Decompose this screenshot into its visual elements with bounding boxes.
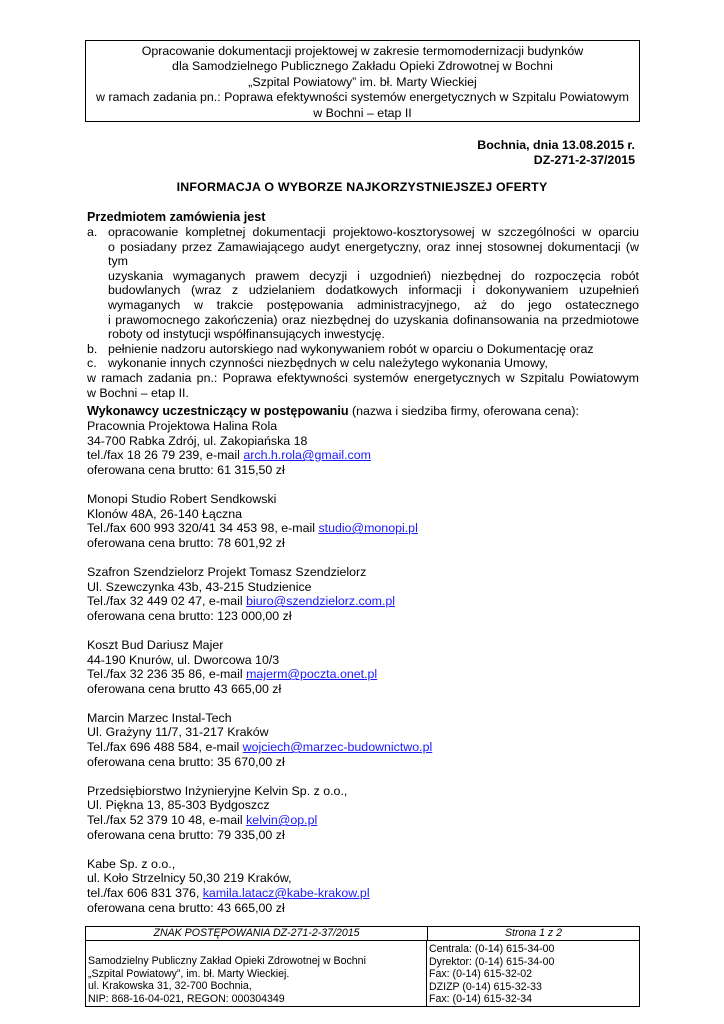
contractor-address: Ul. Szewczynka 43b, 43-215 Studzienice — [87, 579, 312, 594]
email-link[interactable]: wojciech@marzec-budownictwo.pl — [242, 740, 433, 755]
contractor-entry — [87, 419, 647, 477]
header-line: dla Samodzielnego Publicznego Zakładu Opieki Zdrowotnej w Bochni — [172, 59, 553, 74]
contractor-name: Marcin Marzec Instal-Tech — [87, 710, 232, 725]
order-subject-section — [87, 210, 639, 400]
footer-top-row — [86, 927, 639, 941]
address-line: ul. Krakowska 31, 32-700 Bochnia, — [88, 980, 252, 993]
contractor-address: 34-700 Rabka Zdrój, ul. Zakopiańska 18 — [87, 433, 308, 448]
page-footer — [85, 926, 640, 1007]
contractors-heading-rest: (nazwa i siedziba firmy, oferowana cena): — [348, 404, 579, 418]
contact-line: Centrala: (0-14) 615-34-00 — [429, 943, 555, 955]
contractors-heading — [87, 404, 647, 419]
contractors-heading-bold: Wykonawcy uczestniczący w postępowaniu — [87, 404, 349, 418]
list-marker: a. — [87, 225, 98, 239]
date-line: Bochnia, dnia 13.08.2015 r. — [477, 138, 635, 152]
subject-heading: Przedmiotem zamówienia jest — [87, 210, 266, 224]
contractor-price: oferowana cena brutto: 35 670,00 zł — [87, 754, 285, 769]
contractor-entry — [87, 492, 647, 550]
list-item — [87, 342, 639, 357]
contractor-entry — [87, 565, 647, 623]
list-item-text — [108, 225, 639, 342]
list-item — [87, 356, 639, 371]
contact-line: Dyrektor: (0-14) 615-34-00 — [429, 955, 555, 968]
email-link[interactable]: biuro@szendzielorz.com.pl — [246, 594, 396, 609]
footer-bottom-row — [86, 941, 639, 1006]
contractor-contact — [87, 813, 647, 828]
text-line: roboty od instytucji współfinansujących inwestycję. — [108, 327, 385, 342]
contractor-address: Ul. Grażyny 11/7, 31-217 Kraków — [87, 725, 269, 740]
contractor-contact — [87, 594, 647, 609]
email-link[interactable]: studio@monopi.pl — [318, 521, 418, 536]
contact-line: DZIZP (0-14) 615-32-33 — [429, 980, 542, 993]
contractor-price: oferowana cena brutto 43 665,00 zł — [87, 681, 282, 696]
list-item-text: wykonanie innych czynności niezbędnych w celu należytego wykonania Umowy, — [108, 356, 548, 371]
date-reference-block — [477, 138, 635, 168]
address-line: NIP: 868-16-04-021, REGON: 000304349 — [88, 992, 285, 1005]
page-number: Strona 1 z 2 — [504, 927, 563, 939]
contractor-price: oferowana cena brutto: 61 315,50 zł — [87, 462, 285, 477]
contractor-entry — [87, 784, 647, 842]
text-line: uzyskania wymaganych prawem decyzji i uzgodnień) niezbędnej do rozpoczęcia robót — [108, 268, 639, 283]
contractor-name: Monopi Studio Robert Sendkowski — [87, 491, 277, 506]
list-marker: b. — [87, 341, 98, 356]
contractor-name: Koszt Bud Dariusz Majer — [87, 637, 224, 652]
reference-number: DZ-271-2-37/2015 — [533, 153, 635, 167]
procedure-sign: ZNAK POSTĘPOWANIA DZ-271-2-37/2015 — [86, 927, 428, 940]
text-line: i prawomocnego zakończenia) oraz niezbędnej do uzyskania dofinansowania na przedmiotowe — [108, 312, 639, 327]
contractor-address: Klonów 48A, 26-140 Łączna — [87, 506, 242, 521]
contact-prefix: tel./fax 18 26 79 239, e-mail — [87, 448, 244, 463]
contractor-price: oferowana cena brutto: 123 000,00 zł — [87, 608, 292, 623]
contractor-address: Ul. Piękna 13, 85-303 Bydgoszcz — [87, 798, 270, 813]
list-item-text: pełnienie nadzoru autorskiego nad wykonywaniem robót w oparciu o Dokumentację oraz — [108, 341, 594, 356]
contractor-entry — [87, 857, 647, 915]
header-line: „Szpital Powiatowy” im. bł. Marty Wieckiej — [248, 74, 477, 89]
header-line: w ramach zadania pn.: Poprawa efektywności systemów energetycznych w Szpitalu Powiatowym — [95, 90, 630, 105]
contact-line: Fax: (0-14) 615-32-34 — [429, 993, 533, 1006]
header-line: Opracowanie dokumentacji projektowej w zakresie termomodernizacji budynków — [141, 44, 584, 58]
email-link[interactable]: kelvin@op.pl — [246, 813, 318, 828]
contractor-address: 44-190 Knurów, ul. Dworcowa 10/3 — [87, 652, 280, 667]
contractor-name: Kabe Sp. z o.o., — [87, 856, 176, 871]
contractor-price: oferowana cena brutto: 79 335,00 zł — [87, 827, 285, 842]
contractor-name: Szafron Szendzielorz Projekt Tomasz Szendzielorz — [87, 564, 367, 579]
contractors-section — [87, 404, 647, 930]
contractor-name: Przedsiębiorstwo Inżynieryjne Kelvin Sp. z o.o., — [87, 783, 348, 798]
contact-prefix: Tel./fax 32 236 35 86, e-mail — [87, 667, 247, 682]
contractor-entry — [87, 638, 647, 696]
email-link[interactable]: arch.h.rola@gmail.com — [243, 448, 371, 463]
contact-prefix: Tel./fax 32 449 02 47, e-mail — [87, 594, 247, 609]
contractor-contact — [87, 667, 647, 682]
address-line: Samodzielny Publiczny Zakład Opieki Zdrowotnej w Bochni — [88, 955, 366, 967]
list-item — [87, 225, 639, 342]
address-line: „Szpital Powiatowy”, im. bł. Marty Wieckiej. — [88, 967, 290, 980]
text-line: wymaganych w trakcie postępowania administracyjnego, aż do jego ostatecznego — [108, 297, 639, 312]
contact-prefix: Tel./fax 696 488 584, e-mail — [87, 740, 243, 755]
contractor-contact — [87, 886, 647, 901]
text-line: opracowanie kompletnej dokumentacji projektowo-kosztorysowej w szczególności w oparciu — [108, 225, 639, 239]
footer-address — [86, 941, 427, 1006]
contractor-contact — [87, 448, 647, 463]
contact-prefix: Tel./fax 600 993 320/41 34 453 98, e-mail — [87, 521, 319, 536]
contact-prefix: Tel./fax 52 379 10 48, e-mail — [87, 813, 247, 828]
contractor-address: ul. Koło Strzelnicy 50,30 219 Kraków, — [87, 871, 292, 886]
list-marker: c. — [87, 356, 97, 371]
email-link[interactable]: kamila.latacz@kabe-krakow.pl — [202, 886, 370, 900]
contact-line: Fax: (0-14) 615-32-02 — [429, 968, 533, 981]
contractor-name: Pracownia Projektowa Halina Rola — [87, 419, 278, 433]
contractor-price: oferowana cena brutto: 43 665,00 zł — [87, 900, 285, 915]
contractor-entry — [87, 711, 647, 769]
footer-contacts — [427, 941, 639, 1006]
contractor-contact — [87, 740, 647, 755]
contractor-price: oferowana cena brutto: 78 601,92 zł — [87, 535, 285, 550]
email-link[interactable]: majerm@poczta.onet.pl — [246, 667, 378, 682]
closing-line: w ramach zadania pn.: Poprawa efektywności systemów energetycznych w Szpitalu Powiatowym — [87, 370, 639, 385]
contractor-contact — [87, 521, 647, 536]
document-header-box — [85, 40, 640, 122]
closing-line: w Bochni – etap II. — [87, 385, 189, 400]
text-line: o posiadany przez Zamawiającego audyt energetyczny, oraz innej stosownej dokumentacji (w tym — [108, 239, 639, 269]
text-line: budowlanych (wraz z udzielaniem dodatkowych informacji i dokonywaniem uzupełnień — [108, 283, 639, 298]
document-title: INFORMACJA O WYBORZE NAJKORZYSTNIEJSZEJ OFERTY — [176, 180, 548, 194]
header-line: w Bochni – etap II — [313, 105, 412, 120]
contact-prefix: tel./fax 606 831 376, — [87, 886, 203, 900]
